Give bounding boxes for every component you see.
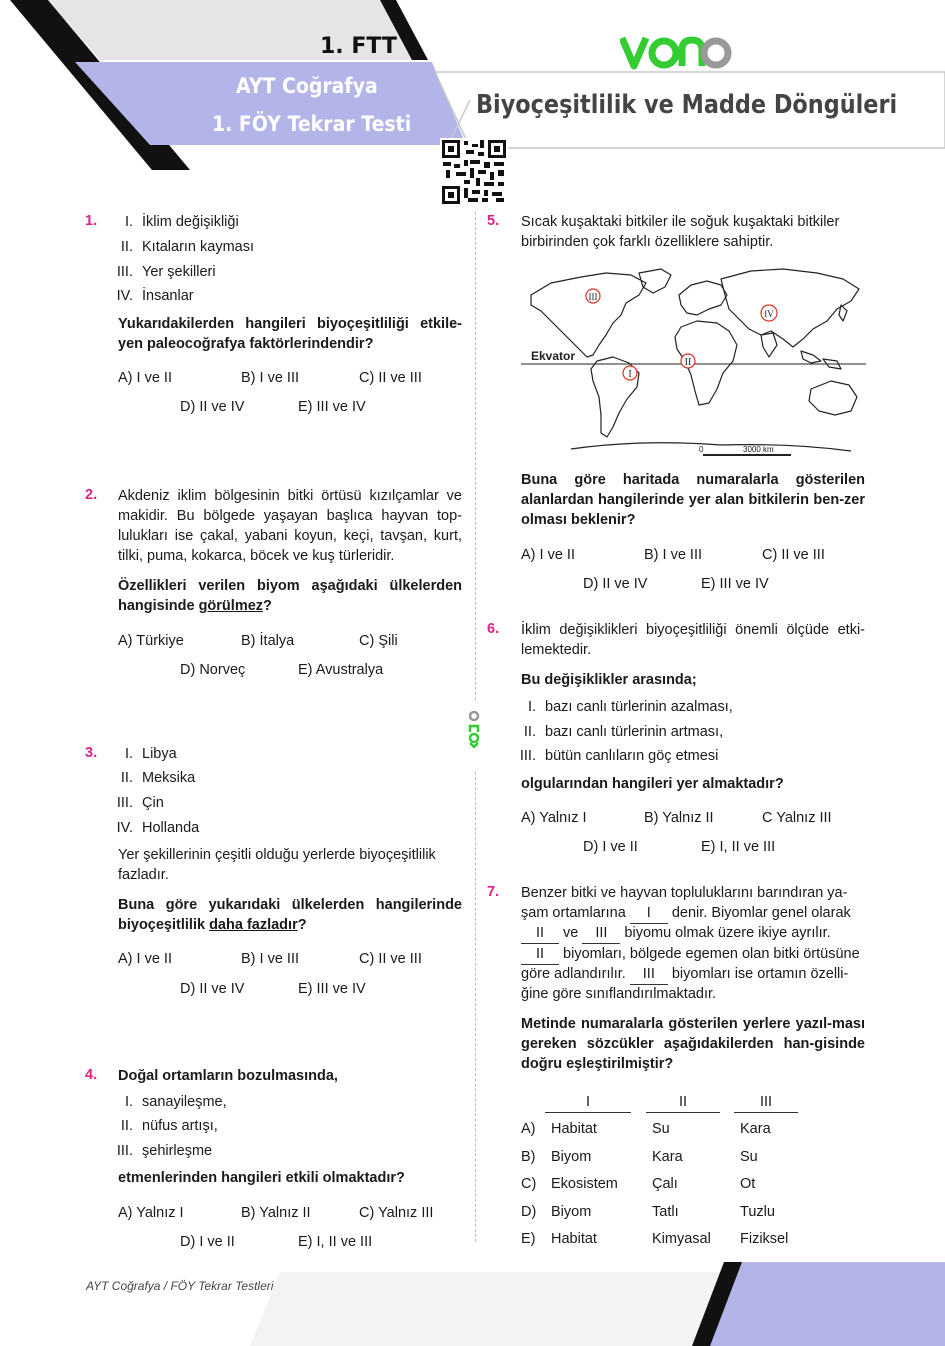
table-header: II xyxy=(646,1092,720,1113)
option-d[interactable]: D) I ve II xyxy=(180,1234,235,1250)
text-part: denir. Biyomlar genel olarak xyxy=(667,905,851,921)
text-part: şam ortamlarına xyxy=(521,905,630,921)
table-cell: Habitat xyxy=(551,1231,597,1247)
question-number: 2. xyxy=(85,487,98,503)
table-header: III xyxy=(734,1092,798,1113)
option-d[interactable]: D) xyxy=(521,1204,537,1220)
equator-label: Ekvator xyxy=(531,349,576,363)
item-numeral: III. xyxy=(116,795,133,811)
table-header: I xyxy=(545,1092,631,1113)
option-b[interactable]: B) Yalnız II xyxy=(241,1205,311,1221)
question-text: İklim değişiklikleri biyoçeşitliliği önemli ölçüde etki-lemektedir. xyxy=(521,622,865,658)
table-cell: Çalı xyxy=(652,1176,678,1192)
footer-decoration xyxy=(0,1262,945,1346)
blank-4: II xyxy=(521,944,559,965)
prompt-part: Buna göre yukarıdaki ülkelerden hangilerinde biyoçeşitlilik xyxy=(118,897,462,933)
prompt-part: ? xyxy=(297,917,307,933)
text-part: biyomları ise ortamın özelli- xyxy=(667,966,849,982)
option-d[interactable]: D) II ve IV xyxy=(180,981,245,997)
table-cell: Kimyasal xyxy=(652,1231,711,1247)
question-lead: Bu değişiklikler arasında; xyxy=(521,672,697,688)
table-cell: Fiziksel xyxy=(740,1231,789,1247)
option-a[interactable]: A) Türkiye xyxy=(118,633,184,649)
question-prompt: etmenlerinden hangileri etkili olmaktadır? xyxy=(118,1170,405,1186)
map-marker-iii xyxy=(586,289,600,303)
map-marker-i xyxy=(623,366,637,380)
map-marker-iv xyxy=(761,305,777,321)
table-cell: Biyom xyxy=(551,1149,592,1165)
table-cell: Su xyxy=(740,1149,758,1165)
item-text: Çin xyxy=(142,795,164,811)
map-scale xyxy=(699,445,791,455)
option-b[interactable]: B) I ve III xyxy=(241,951,300,967)
option-b[interactable]: B) I ve III xyxy=(644,547,703,563)
question-prompt xyxy=(118,895,462,935)
option-e[interactable]: E) Avustralya xyxy=(298,662,384,678)
text-line: ğine göre sınıflandırılmaktadır. xyxy=(521,986,717,1002)
text-part: göre adlandırılır. xyxy=(521,966,630,982)
table-cell: Habitat xyxy=(551,1121,597,1137)
item-text: Meksika xyxy=(142,770,196,786)
question-prompt: Yukarıdakilerden hangileri biyoçeşitliliği etkile-yen paleocoğrafya faktörlerindendir? xyxy=(118,316,462,352)
text-line xyxy=(521,964,848,985)
question-number: 1. xyxy=(85,213,98,229)
item-text: bütün canlıların göç etmesi xyxy=(545,748,719,764)
item-numeral: III. xyxy=(116,264,133,280)
subject-title: AYT Coğrafya xyxy=(236,74,378,98)
item-numeral: I. xyxy=(124,1094,133,1110)
svg-text:3000 km: 3000 km xyxy=(743,445,774,454)
option-e[interactable]: E) xyxy=(521,1231,536,1247)
option-b[interactable]: B) xyxy=(521,1149,536,1165)
item-text: nüfus artışı, xyxy=(142,1118,218,1134)
prompt-underlined: görülmez xyxy=(198,598,264,614)
option-c[interactable]: C Yalnız III xyxy=(762,810,832,826)
text-line xyxy=(521,944,860,965)
svg-text:I: I xyxy=(628,369,632,380)
option-e[interactable]: E) III ve IV xyxy=(701,576,769,592)
page-title: Biyoçeşitlilik ve Madde Döngüleri xyxy=(476,90,898,120)
option-a[interactable]: A) xyxy=(521,1121,536,1137)
item-numeral: II. xyxy=(120,770,133,786)
question-number: 5. xyxy=(487,213,500,229)
item-text: Libya xyxy=(142,746,177,762)
svg-text:IV: IV xyxy=(764,309,774,319)
svg-text:III: III xyxy=(588,292,598,302)
item-text: Kıtaların kayması xyxy=(142,239,255,255)
item-text: bazı canlı türlerinin artması, xyxy=(545,724,724,740)
option-c[interactable]: C) Yalnız III xyxy=(359,1205,434,1221)
option-d[interactable]: D) II ve IV xyxy=(583,576,648,592)
vono-logo-icon xyxy=(620,34,732,72)
svg-text:0: 0 xyxy=(699,445,704,454)
vono-side-logo-icon xyxy=(467,710,481,748)
item-text: Yer şekilleri xyxy=(142,264,216,280)
prompt-part: ? xyxy=(263,598,272,614)
question-prompt xyxy=(118,576,462,616)
option-a[interactable]: A) I ve II xyxy=(118,370,172,386)
prompt-part: Özellikleri verilen biyom aşağıdaki ülkelerden hangisinde xyxy=(118,578,462,614)
option-a[interactable]: A) Yalnız I xyxy=(521,810,587,826)
test-name: 1. FÖY Tekrar Testi xyxy=(212,112,412,136)
option-e[interactable]: E) I, II ve III xyxy=(298,1234,373,1250)
option-c[interactable]: C) Şili xyxy=(359,633,398,649)
item-text: İklim değişikliği xyxy=(142,214,239,230)
question-prompt: Metinde numaralarla gösterilen yerlere yazıl-ması gereken sözcükler aşağıdakilerden han-gisinde doğru eşleştirilmiştir? xyxy=(521,1016,865,1072)
text-part: biyomları, bölgede egemen olan bitki örtüsüne xyxy=(559,946,860,962)
table-cell: Kara xyxy=(652,1149,683,1165)
option-b[interactable]: B) I ve III xyxy=(241,370,300,386)
option-a[interactable]: A) I ve II xyxy=(118,951,172,967)
blank-3: III xyxy=(582,923,620,944)
option-b[interactable]: B) Yalnız II xyxy=(644,810,714,826)
blank-5: III xyxy=(630,964,668,985)
item-numeral: II. xyxy=(120,239,133,255)
item-numeral: III. xyxy=(519,748,536,764)
column-divider-bottom xyxy=(475,772,476,1242)
column-divider-top xyxy=(475,212,476,700)
table-cell: Ot xyxy=(740,1176,756,1192)
question-text: Akdeniz iklim bölgesinin bitki örtüsü kızılçamlar ve makidir. Bu bölgede yaşayan başlıca hayvan top-lulukları ise çakal, yabani koyun, keçi, tavşan, kurt, tilki, puma, kokarca, böcek ve kuş türleridir. xyxy=(118,488,462,564)
item-numeral: IV. xyxy=(116,820,133,836)
option-d[interactable]: D) II ve IV xyxy=(180,399,245,415)
option-c[interactable]: C) II ve III xyxy=(359,951,422,967)
option-d[interactable]: D) Norveç xyxy=(180,662,246,678)
question-prompt: olgularından hangileri yer almaktadır? xyxy=(521,776,784,792)
question-text: Yer şekillerinin çeşitli olduğu yerlerde biyoçeşitlilik fazladır. xyxy=(118,847,436,883)
question-prompt: Buna göre haritada numaralarla gösterilen alanlardan hangilerinde yer alan bitkilerin ben-zer olması beklenir? xyxy=(521,472,865,528)
qr-code-icon[interactable] xyxy=(440,138,508,206)
option-a[interactable]: A) I ve II xyxy=(521,547,575,563)
table-cell: Su xyxy=(652,1121,670,1137)
table-cell: Ekosistem xyxy=(551,1176,618,1192)
table-cell: Tuzlu xyxy=(740,1204,775,1220)
option-e[interactable]: E) III ve IV xyxy=(298,399,366,415)
test-code: 1. FTT xyxy=(320,34,397,59)
question-number: 4. xyxy=(85,1067,98,1083)
item-text: İnsanlar xyxy=(142,288,194,304)
option-c[interactable]: C) xyxy=(521,1176,537,1192)
option-d[interactable]: D) I ve II xyxy=(583,839,638,855)
text-line xyxy=(521,903,851,924)
question-text: Sıcak kuşaktaki bitkiler ile soğuk kuşaktaki bitkiler birbirinden çok farklı özelliklere sahiptir. xyxy=(521,214,840,250)
item-numeral: I. xyxy=(124,746,133,762)
question-lead: Doğal ortamların bozulmasında, xyxy=(118,1068,338,1084)
option-e[interactable]: E) I, II ve III xyxy=(701,839,776,855)
option-e[interactable]: E) III ve IV xyxy=(298,981,366,997)
footer-text: AYT Coğrafya / FÖY Tekrar Testleri xyxy=(86,1279,274,1293)
question-number: 3. xyxy=(85,745,98,761)
item-text: sanayileşme, xyxy=(142,1094,227,1110)
question-number: 7. xyxy=(487,884,500,900)
item-text: Hollanda xyxy=(142,820,200,836)
item-numeral: III. xyxy=(116,1143,133,1159)
item-text: şehirleşme xyxy=(142,1143,213,1159)
option-b[interactable]: B) İtalya xyxy=(241,633,295,649)
blank-2: II xyxy=(521,923,559,944)
table-cell: Biyom xyxy=(551,1204,592,1220)
item-numeral: I. xyxy=(124,214,133,230)
table-cell: Kara xyxy=(740,1121,771,1137)
text-line xyxy=(521,923,831,944)
table-cell: Tatlı xyxy=(652,1204,679,1220)
item-numeral: II. xyxy=(120,1118,133,1134)
map-marker-ii xyxy=(681,354,695,368)
prompt-underlined: daha fazladır xyxy=(209,917,298,933)
option-c[interactable]: C) II ve III xyxy=(359,370,422,386)
item-numeral: I. xyxy=(527,699,536,715)
question-number: 6. xyxy=(487,621,500,637)
item-numeral: IV. xyxy=(116,288,133,304)
item-text: bazı canlı türlerinin azalması, xyxy=(545,699,733,715)
svg-text:II: II xyxy=(684,357,692,368)
text-line: Benzer bitki ve hayvan topluluklarını barındıran ya- xyxy=(521,885,848,901)
option-a[interactable]: A) Yalnız I xyxy=(118,1205,184,1221)
option-c[interactable]: C) II ve III xyxy=(762,547,825,563)
blank-1: I xyxy=(630,903,668,924)
item-numeral: II. xyxy=(523,724,536,740)
text-part: biyomu olmak üzere ikiye ayrılır. xyxy=(620,925,831,941)
text-part: ve xyxy=(559,925,583,941)
world-map xyxy=(521,265,866,460)
